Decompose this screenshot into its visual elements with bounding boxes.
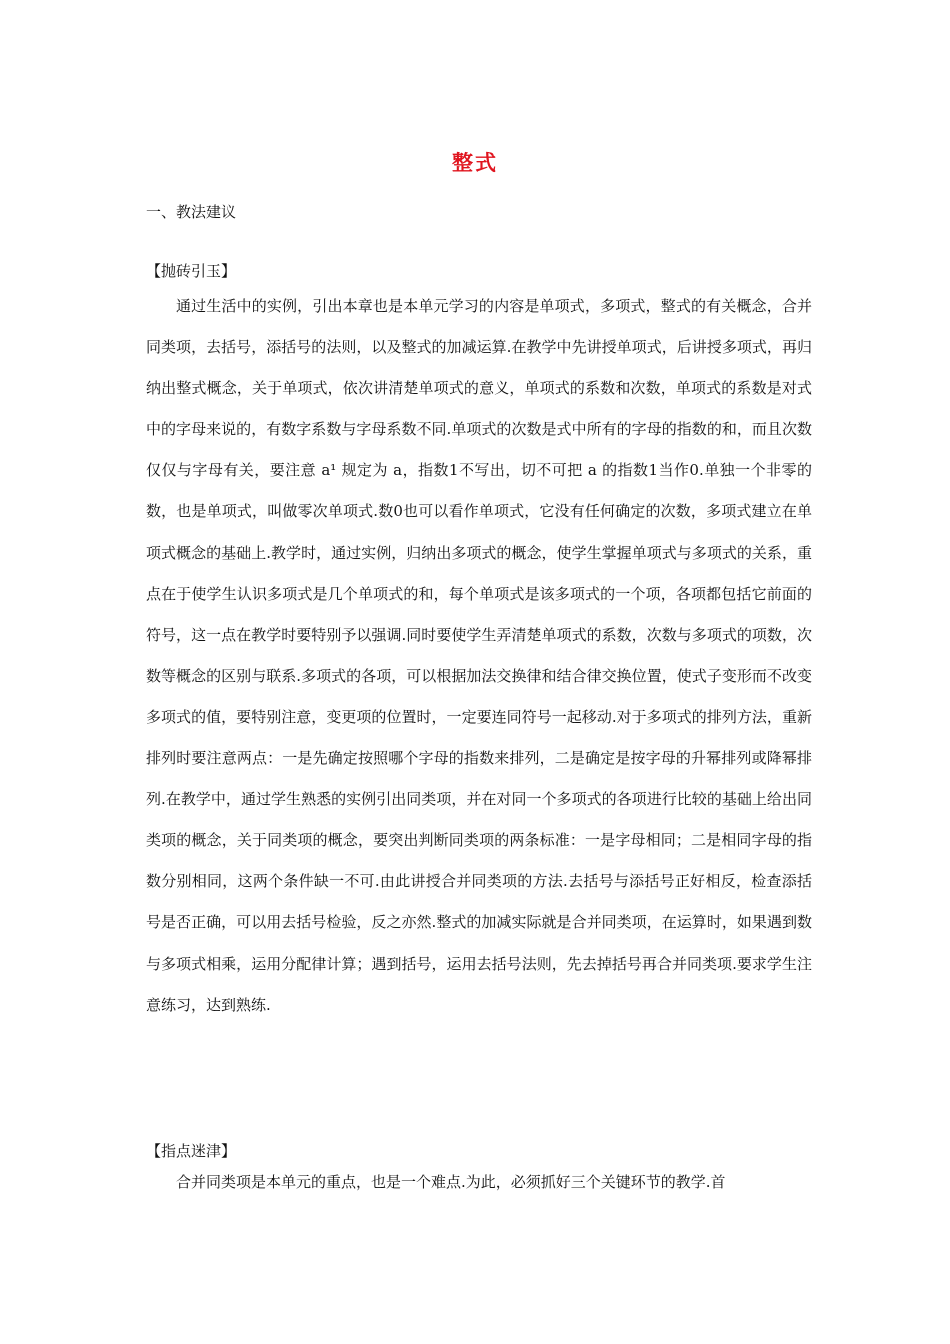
document-title: 整式 — [452, 151, 498, 175]
section-heading: 一、教法建议 — [146, 203, 237, 221]
paragraph-zhidianmijin: 合并同类项是本单元的重点，也是一个难点.为此，必须抓好三个关键环节的教学.首 — [176, 1173, 726, 1191]
paragraph-paozhuanyinyu: 通过生活中的实例，引出本章也是本单元学习的内容是单项式，多项式，整式的有关概念，合并同类项，去括号，添括号的法则，以及整式的加减运算.在教学中先讲授单项式，后讲授多项式，再归纳出整式概念，关于单项式，依次讲清楚单项式的意义，单项式的系数和次数，单项式的系数是对式中的字母来说的，有数字系数与字母系数不同.单项式的次数是式中所有的字母的指数的和，而且次数仅仅与字母有关，要注意 a¹ 规定为 a，指数1不写出，切不可把 a 的指数1当作0.单独一个非零的数，也是单项式，叫做零次单项式.数0也可以看作单项式，它没有任何确定的次数，多项式建立在单项式概念的基础上.教学时，通过实例，归纳出多项式的概念，使学生掌握单项式与多项式的关系，重点在于使学生认识多项式是几个单项式的和，每个单项式是该多项式的一个项，各项都包括它前面的符号，这一点在教学时要特别予以强调.同时要使学生弄清楚单项式的系数，次数与多项式的项数，次数等概念的区别与联系.多项式的各项，可以根据加法交换律和结合律交换位置，使式子变形而不改变多项式的值，要特别注意，变更项的位置时，一定要连同符号一起移动.对于多项式的排列方法，重新排列时要注意两点：一是先确定按照哪个字母的指数来排列，二是确定是按字母的升幂排列或降幂排列.在教学中，通过学生熟悉的实例引出同类项，并在对同一个多项式的各项进行比较的基础上给出同类项的概念，关于同类项的概念，要突出判断同类项的两条标准：一是字母相同；二是相同字母的指数分别相同，这两个条件缺一不可.由此讲授合并同类项的方法.去括号与添括号正好相反，检查添括号是否正确，可以用去括号检验，反之亦然.整式的加减实际就是合并同类项，在运算时，如果遇到数与多项式相乘，运用分配律计算；遇到括号，运用去括号法则，先去掉括号再合并同类项.要求学生注意练习，达到熟练. — [146, 297, 812, 1014]
subsection-heading-paozhuanyinyu: 【抛砖引玉】 — [146, 262, 237, 280]
subsection-heading-zhidianmijin: 【指点迷津】 — [146, 1142, 237, 1160]
